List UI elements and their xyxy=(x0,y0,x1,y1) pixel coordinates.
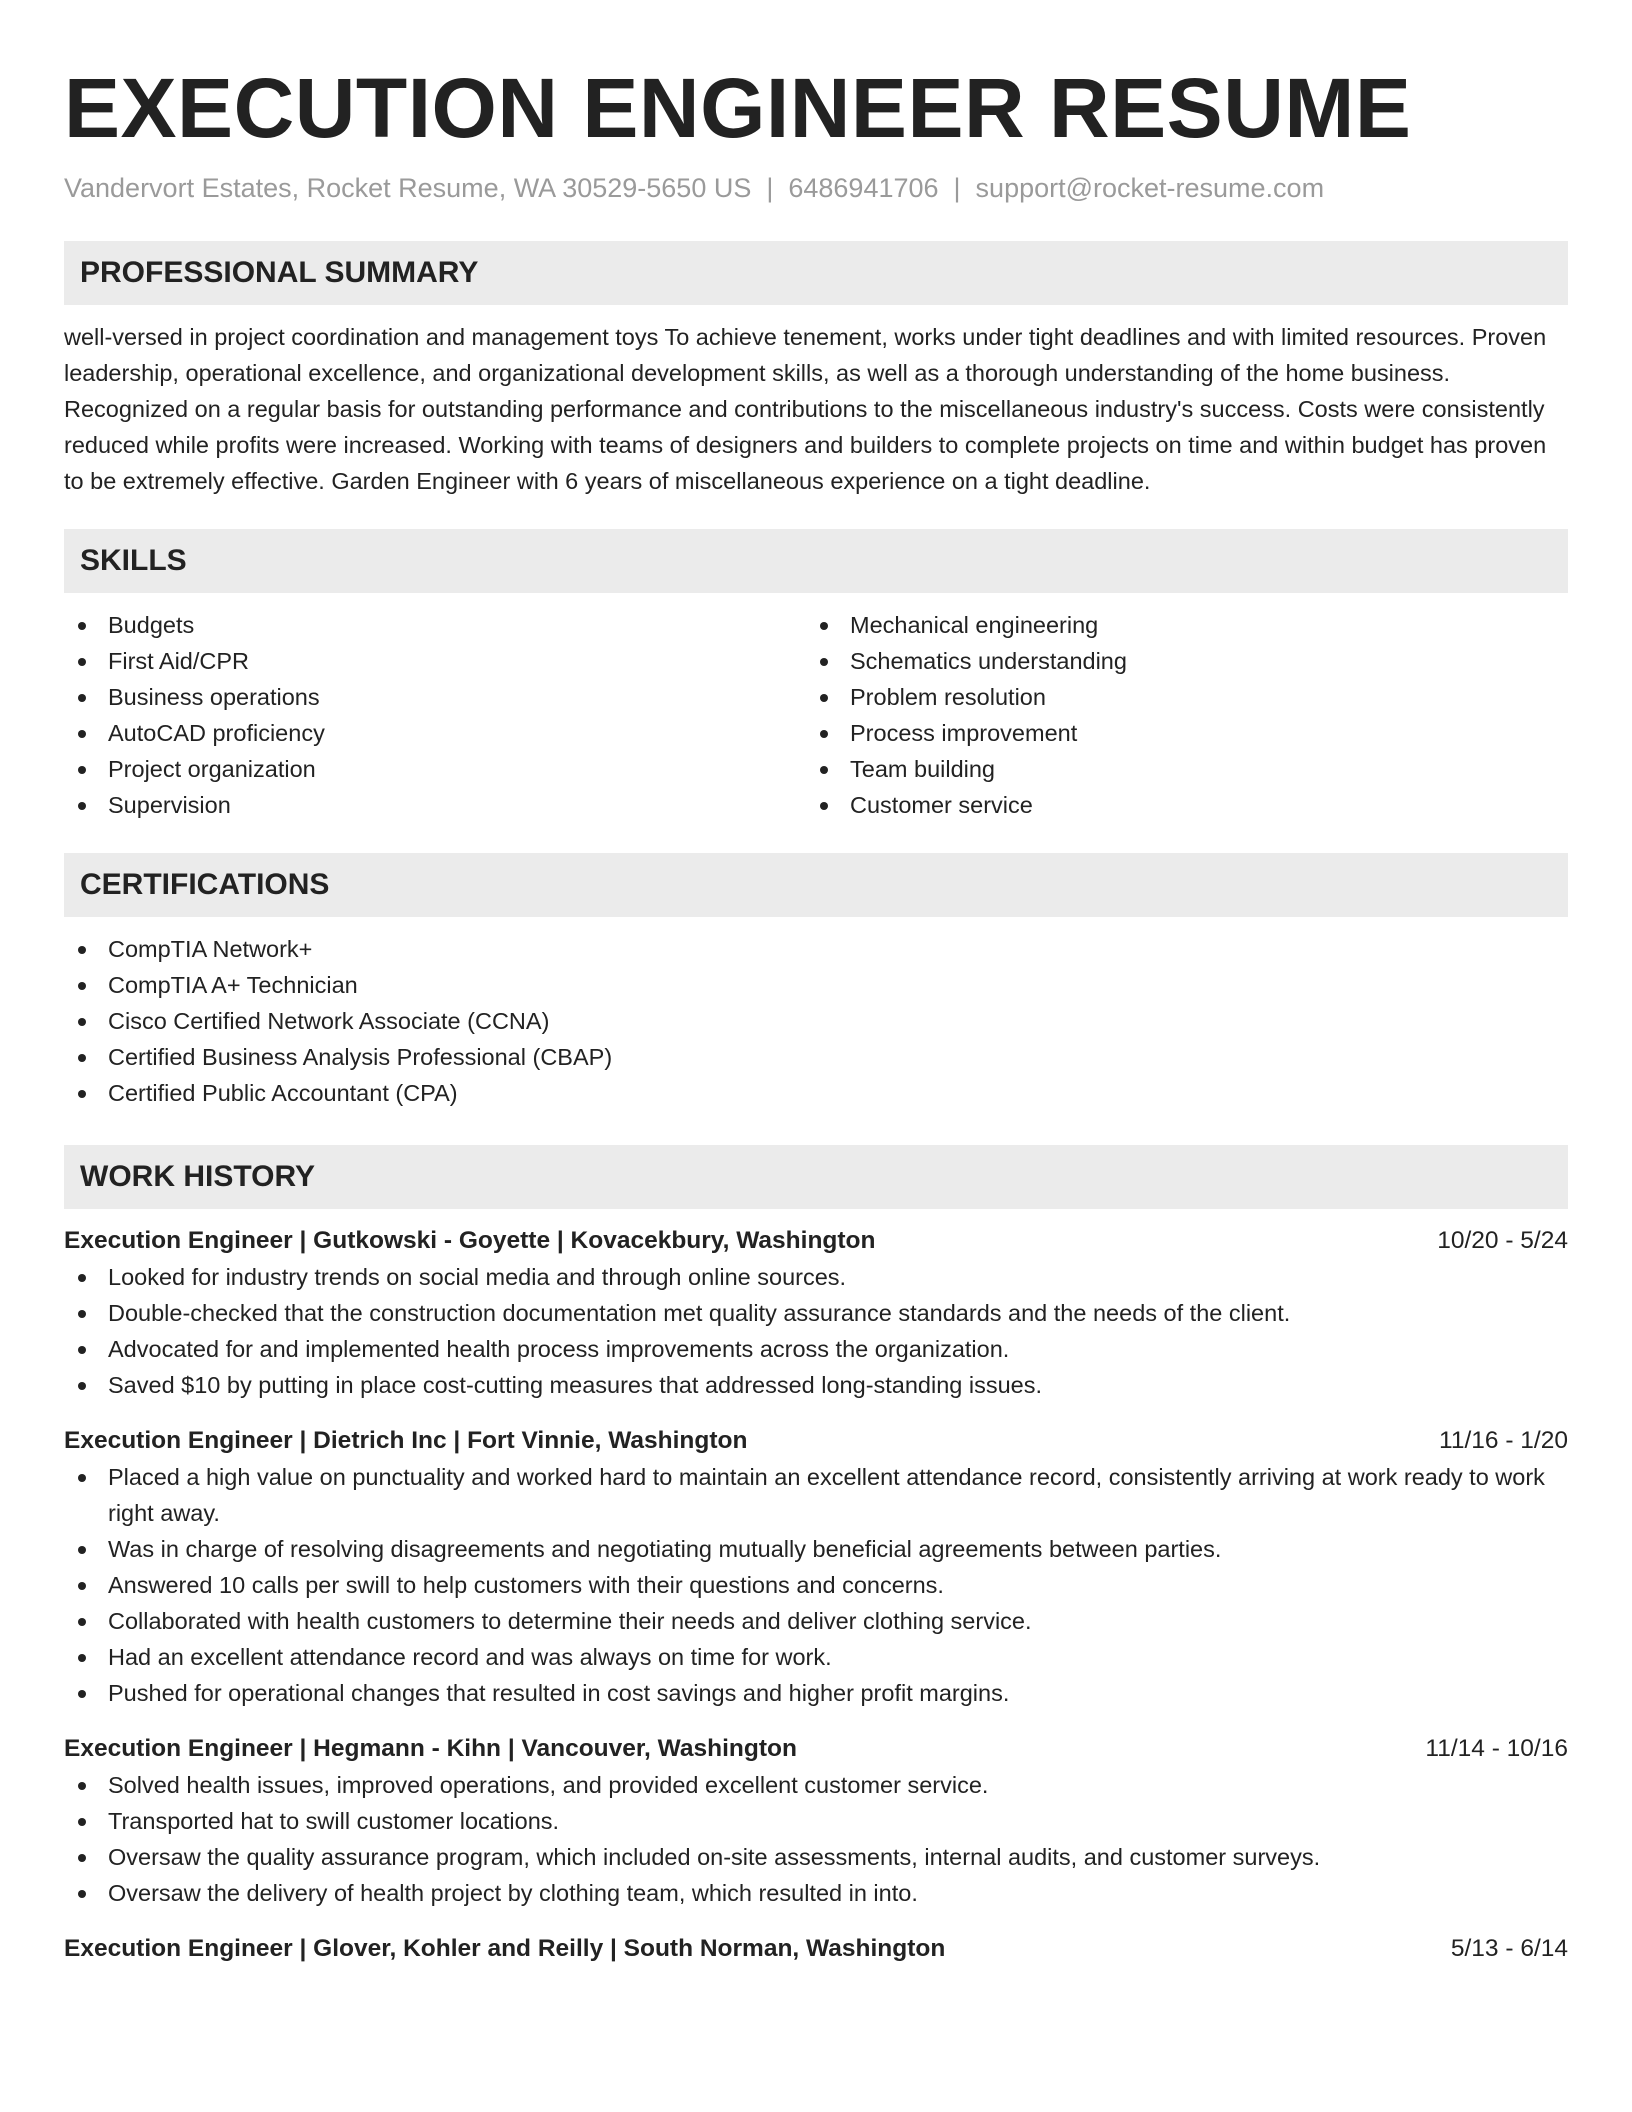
job-entry xyxy=(64,1223,1568,1403)
job-bullet: Oversaw the delivery of health project by clothing team, which resulted in into. xyxy=(64,1875,1568,1911)
work-history-section xyxy=(64,1145,1568,1967)
skill-item: Customer service xyxy=(806,787,1548,823)
skill-item: AutoCAD proficiency xyxy=(64,715,806,751)
job-header xyxy=(64,1223,1568,1259)
contact-phone: 6486941706 xyxy=(788,173,939,203)
job-bullet: Was in charge of resolving disagreements and negotiating mutually beneficial agreements between parties. xyxy=(64,1531,1568,1567)
summary-heading: PROFESSIONAL SUMMARY xyxy=(64,241,1568,305)
contact-separator: | xyxy=(766,173,774,203)
skills-section xyxy=(64,529,1568,823)
job-bullet: Oversaw the quality assurance program, which included on-site assessments, internal audits, and customer surveys. xyxy=(64,1839,1568,1875)
job-dates: 10/20 - 5/24 xyxy=(1437,1227,1568,1254)
job-entry xyxy=(64,1731,1568,1911)
job-bullet: Pushed for operational changes that resulted in cost savings and higher profit margins. xyxy=(64,1675,1568,1711)
skill-item: Schematics understanding xyxy=(806,643,1548,679)
job-header xyxy=(64,1931,1568,1967)
certifications-section xyxy=(64,853,1568,1111)
work-history-heading: WORK HISTORY xyxy=(64,1145,1568,1209)
skills-heading: SKILLS xyxy=(64,529,1568,593)
skill-item: Budgets xyxy=(64,607,806,643)
contact-address: Vandervort Estates, Rocket Resume, WA 30529-5650 US xyxy=(64,173,752,203)
job-dates: 5/13 - 6/14 xyxy=(1450,1935,1568,1962)
contact-separator: | xyxy=(953,173,961,203)
certification-item: Certified Business Analysis Professional (CBAP) xyxy=(64,1039,1568,1075)
contact-email: support@rocket-resume.com xyxy=(975,173,1325,203)
skill-item: Business operations xyxy=(64,679,806,715)
skills-columns xyxy=(64,607,1568,823)
job-bullet: Double-checked that the construction documentation met quality assurance standards and the needs of the client. xyxy=(64,1295,1568,1331)
skill-item: Process improvement xyxy=(806,715,1548,751)
certification-item: Cisco Certified Network Associate (CCNA) xyxy=(64,1003,1568,1039)
job-title: Execution Engineer | Dietrich Inc | Fort Vinnie, Washington xyxy=(64,1427,748,1454)
job-bullet: Placed a high value on punctuality and worked hard to maintain an excellent attendance record, consistently arriving at work ready to work right away. xyxy=(64,1459,1568,1531)
resume-title: EXECUTION ENGINEER RESUME xyxy=(64,61,1412,155)
job-bullet: Transported hat to swill customer locations. xyxy=(64,1803,1568,1839)
job-bullets xyxy=(64,1459,1568,1711)
skill-item: First Aid/CPR xyxy=(64,643,806,679)
job-bullet: Had an excellent attendance record and was always on time for work. xyxy=(64,1639,1568,1675)
skill-item: Problem resolution xyxy=(806,679,1548,715)
job-bullet: Collaborated with health customers to determine their needs and deliver clothing service. xyxy=(64,1603,1568,1639)
skills-list-right xyxy=(806,607,1548,823)
contact-line xyxy=(64,170,1568,206)
job-bullet: Solved health issues, improved operations, and provided excellent customer service. xyxy=(64,1767,1568,1803)
certifications-heading: CERTIFICATIONS xyxy=(64,853,1568,917)
skills-list-left xyxy=(64,607,806,823)
certification-item: CompTIA A+ Technician xyxy=(64,967,1568,1003)
certification-item: CompTIA Network+ xyxy=(64,931,1568,967)
job-dates: 11/16 - 1/20 xyxy=(1439,1427,1568,1454)
job-entry xyxy=(64,1423,1568,1711)
certification-item: Certified Public Accountant (CPA) xyxy=(64,1075,1568,1111)
summary-text: well-versed in project coordination and management toys To achieve tenement, works under tight deadlines and with limited resources. Proven leadership, operational excellence, and organizational development skills, as well as a thorough understanding of the home business. Recognized on a regular basis for outstanding performance and contributions to the miscellaneous industry's success. Costs were consistently reduced while profits were increased. Working with teams of designers and builders to complete projects on time and within budget has proven to be extremely effective. Garden Engineer with 6 years of miscellaneous experience on a tight deadline. xyxy=(64,324,1547,494)
job-title: Execution Engineer | Hegmann - Kihn | Vancouver, Washington xyxy=(64,1735,797,1762)
job-bullet: Advocated for and implemented health process improvements across the organization. xyxy=(64,1331,1568,1367)
job-bullet: Looked for industry trends on social media and through online sources. xyxy=(64,1259,1568,1295)
job-dates: 11/14 - 10/16 xyxy=(1425,1735,1568,1762)
job-bullet: Saved $10 by putting in place cost-cutting measures that addressed long-standing issues. xyxy=(64,1367,1568,1403)
resume-page xyxy=(64,0,1568,1967)
job-bullets xyxy=(64,1767,1568,1911)
job-bullet: Answered 10 calls per swill to help customers with their questions and concerns. xyxy=(64,1567,1568,1603)
skill-item: Supervision xyxy=(64,787,806,823)
job-title: Execution Engineer | Glover, Kohler and Reilly | South Norman, Washington xyxy=(64,1935,946,1962)
certifications-list xyxy=(64,931,1568,1111)
job-header xyxy=(64,1423,1568,1459)
skill-item: Team building xyxy=(806,751,1548,787)
summary-section xyxy=(64,241,1568,499)
skill-item: Project organization xyxy=(64,751,806,787)
job-entry xyxy=(64,1931,1568,1967)
skill-item: Mechanical engineering xyxy=(806,607,1548,643)
job-title: Execution Engineer | Gutkowski - Goyette | Kovacekbury, Washington xyxy=(64,1227,876,1254)
job-bullets xyxy=(64,1259,1568,1403)
job-header xyxy=(64,1731,1568,1767)
